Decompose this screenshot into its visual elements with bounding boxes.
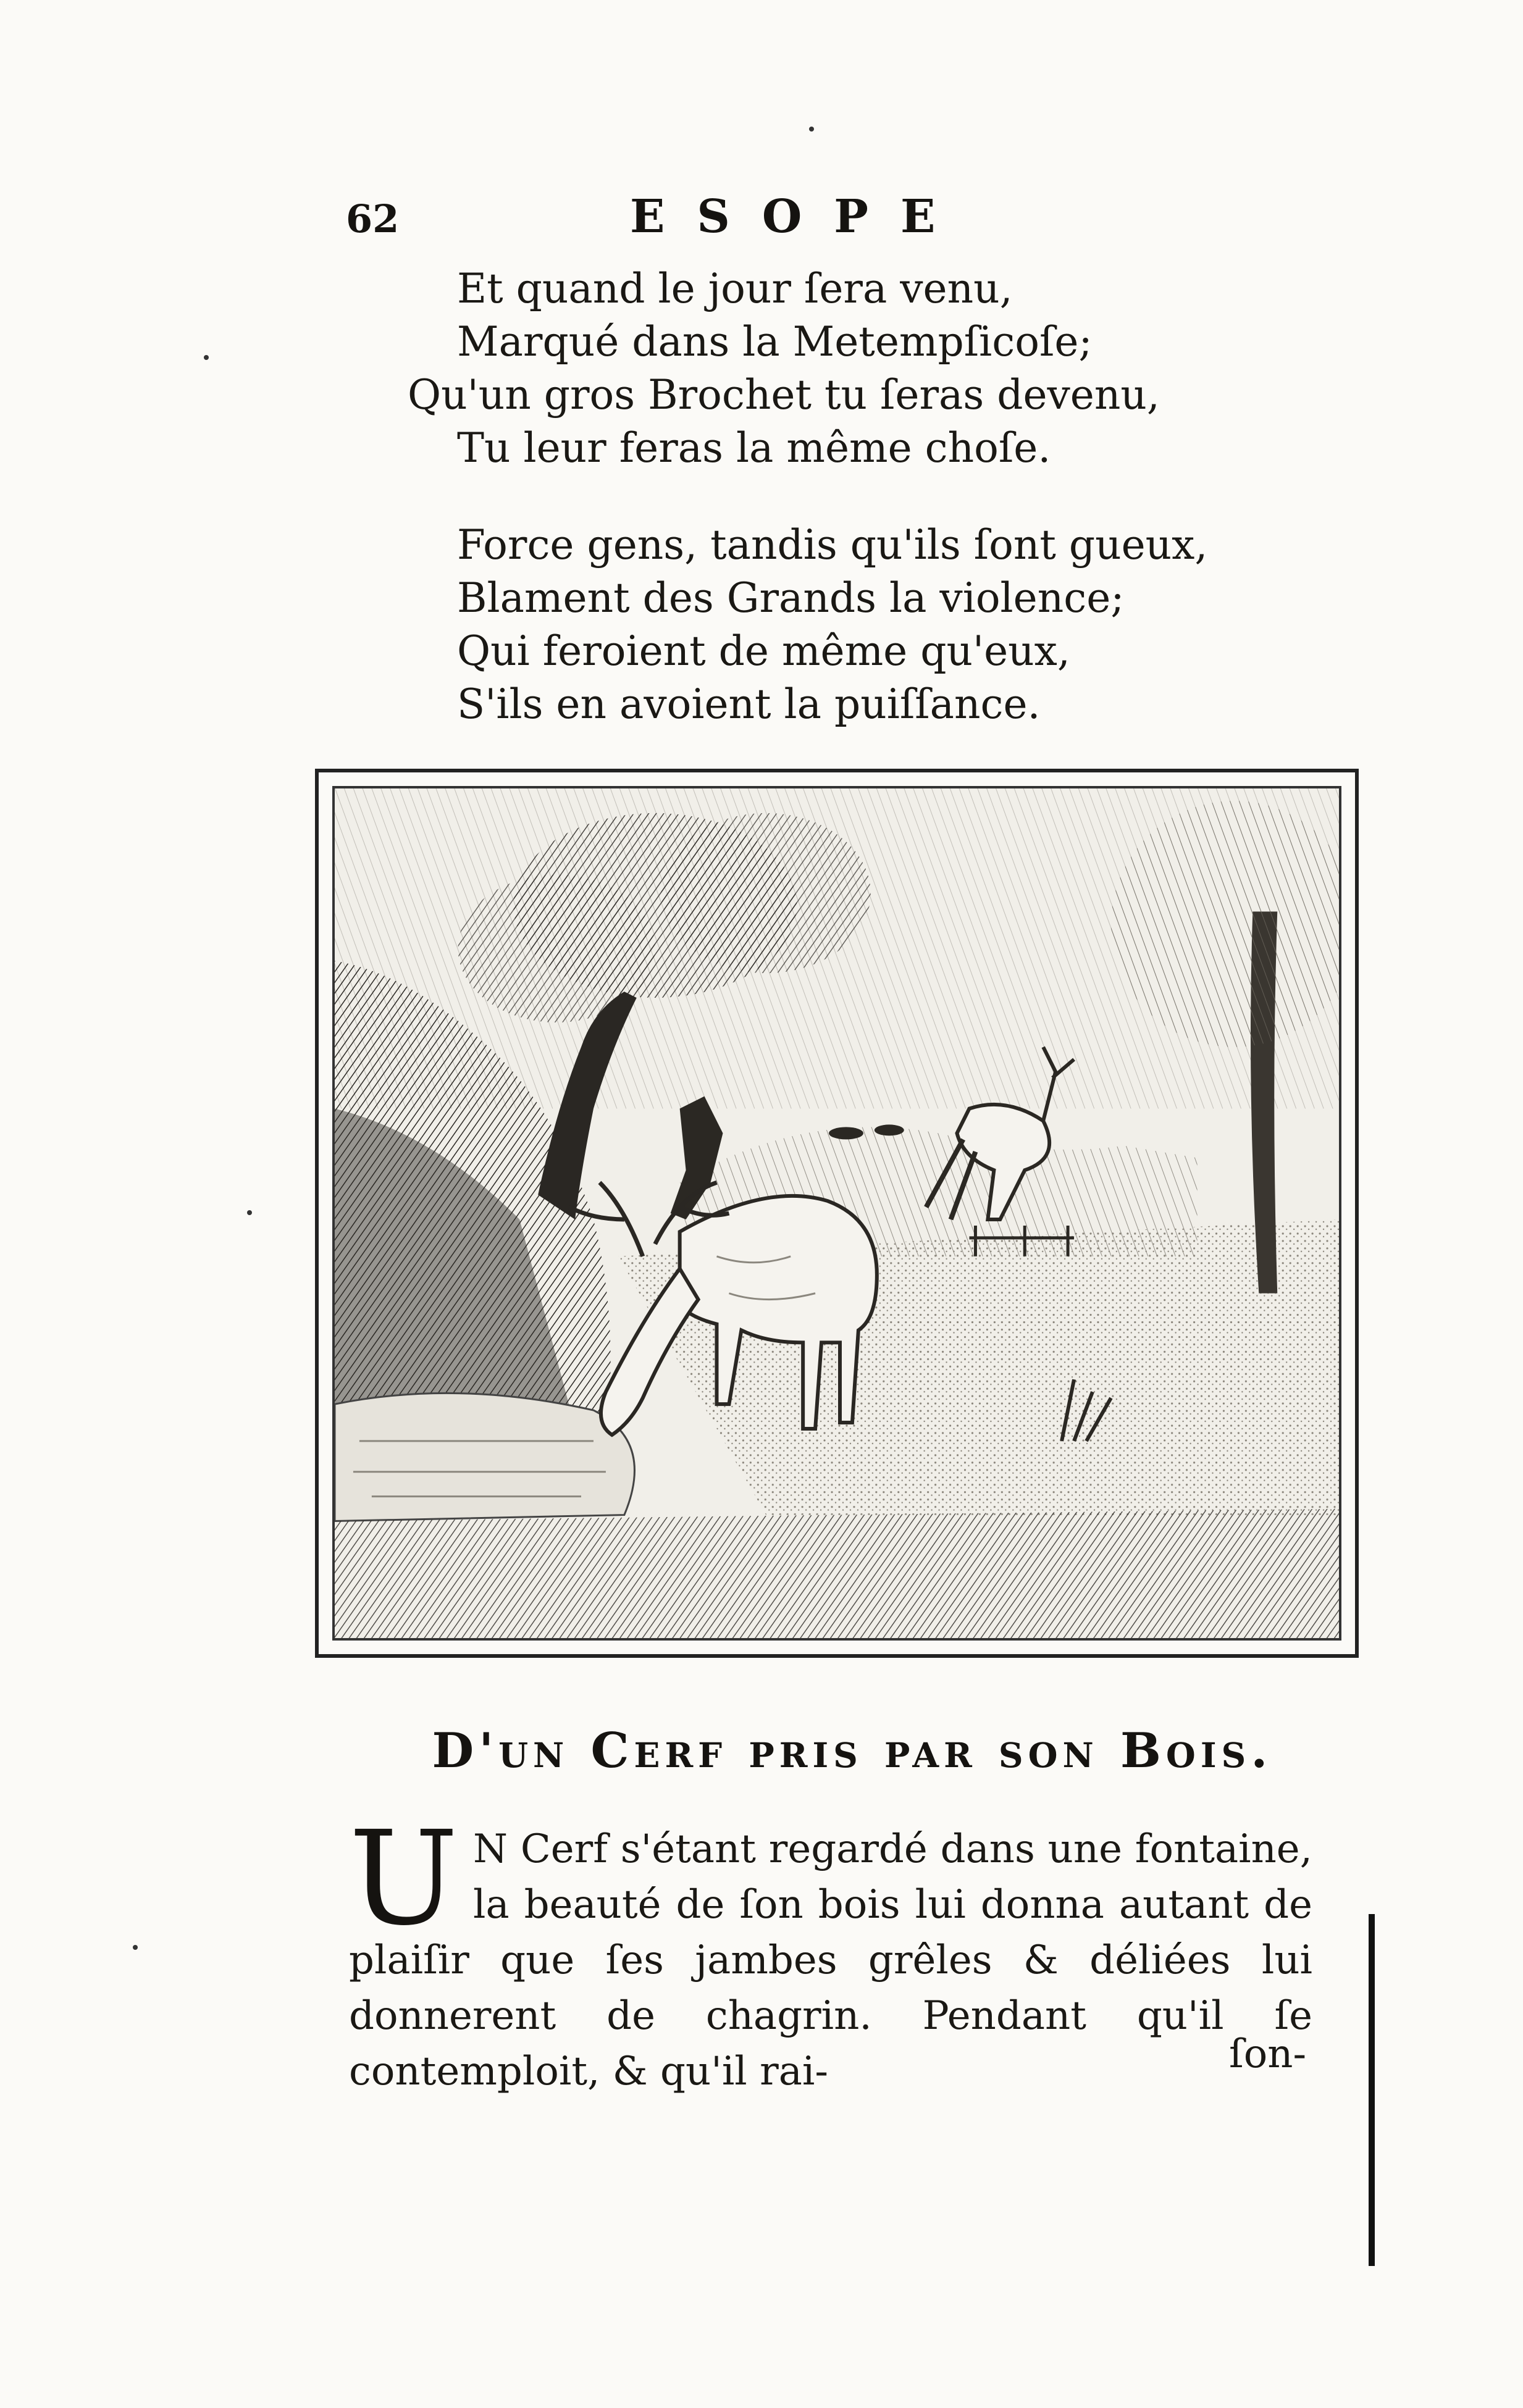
catchword: ſon- bbox=[1229, 2031, 1307, 2077]
verse-line: Force gens, tandis qu'ils ſont gueux, bbox=[457, 521, 1208, 569]
verse-line: Qu'un gros Brochet tu ſeras devenu, bbox=[408, 371, 1160, 419]
stag-at-fountain-engraving bbox=[335, 788, 1339, 1638]
verse-line: Qui feroient de même qu'eux, bbox=[457, 627, 1070, 675]
verse-line: Tu leur feras la même choſe. bbox=[457, 424, 1051, 472]
verse-line: Blament des Grands la violence; bbox=[457, 574, 1125, 622]
ink-speck bbox=[133, 1945, 138, 1950]
verse-stanza-1 bbox=[408, 262, 1160, 475]
verse-stanza-2 bbox=[457, 519, 1207, 731]
ink-speck bbox=[204, 355, 209, 360]
engraving-illustration bbox=[315, 769, 1359, 1658]
verse-line: Marqué dans la Metempſicoſe; bbox=[457, 318, 1093, 366]
ink-speck bbox=[809, 127, 814, 132]
verse-line: Et quand le jour ſera venu, bbox=[457, 265, 1013, 312]
drop-cap: U bbox=[349, 1803, 458, 1954]
page-number: 62 bbox=[346, 196, 400, 241]
fable-title: D'un Cerf pris par son Bois. bbox=[432, 1723, 1273, 1779]
running-head: ESOPE bbox=[630, 190, 968, 243]
fable-body bbox=[349, 1803, 1312, 2099]
verse-line: S'ils en avoient la puiſſance. bbox=[457, 680, 1041, 728]
ink-speck bbox=[247, 1210, 252, 1215]
page-edge-shadow bbox=[1369, 1914, 1375, 2266]
fable-body-text: N Cerf s'étant regardé dans une fontaine, la beauté de ſon bois lui donna autant de plaiſir que ſes jambes grêles & déliées lui donnerent de chagrin. Pendant qu'il ſe contemploit, & qu'il rai- bbox=[349, 1826, 1312, 2094]
